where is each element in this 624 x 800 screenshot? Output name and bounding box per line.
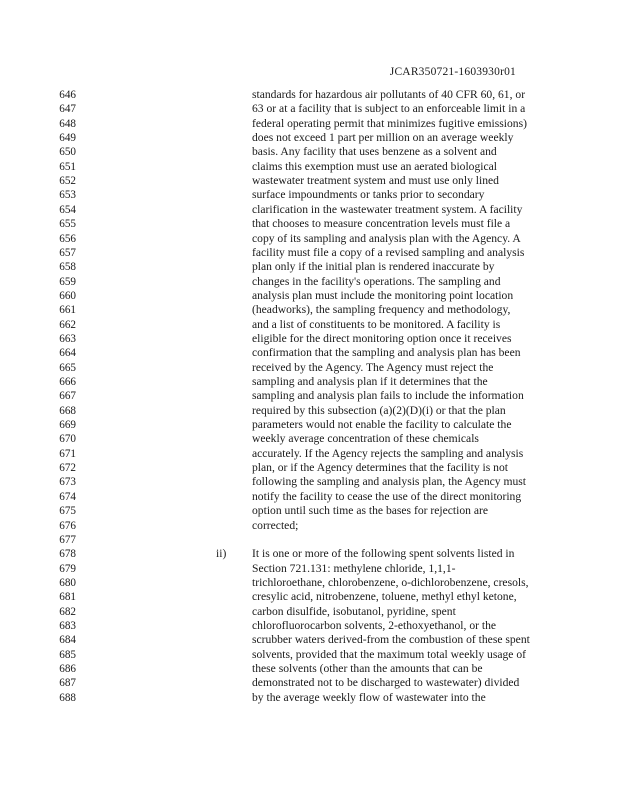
document-line (0, 418, 624, 432)
line-number: 688 (59, 691, 76, 704)
document-line (0, 404, 624, 418)
line-number: 671 (59, 447, 76, 460)
document-line (0, 303, 624, 317)
document-line (0, 691, 624, 705)
line-text: solvents, provided that the maximum total weekly usage of (252, 647, 527, 661)
line-number: 680 (59, 576, 76, 589)
line-text: received by the Agency. The Agency must reject the (252, 360, 494, 374)
document-line (0, 232, 624, 246)
document-line (0, 447, 624, 461)
document-line (0, 562, 624, 576)
line-number: 678 (59, 548, 76, 561)
line-text: chlorofluorocarbon solvents, 2-ethoxyethanol, or the (252, 618, 497, 632)
line-number: 657 (59, 246, 76, 259)
document-line (0, 461, 624, 475)
document-line (0, 131, 624, 145)
document-line (0, 475, 624, 489)
line-number: 661 (59, 304, 76, 317)
line-number: 653 (59, 189, 76, 202)
line-text: required by this subsection (a)(2)(D)(i) or that the plan (252, 403, 506, 417)
document-line (0, 188, 624, 202)
document-id: JCAR350721-1603930r01 (389, 66, 516, 78)
line-text: It is one or more of the following spent solvents listed in (252, 547, 515, 561)
document-line (0, 102, 624, 116)
line-text: carbon disulfide, isobutanol, pyridine, spent (252, 604, 456, 618)
line-text: claims this exemption must use an aerated biological (252, 159, 498, 173)
line-text: scrubber waters derived-from the combustion of these spent (252, 633, 530, 647)
line-text: trichloroethane, chlorobenzene, o-dichlorobenzene, cresols, (252, 575, 529, 589)
line-text: Section 721.131: methylene chloride, 1,1,1- (252, 561, 456, 575)
document-line (0, 490, 624, 504)
line-number: 667 (59, 390, 76, 403)
line-text: weekly average concentration of these chemicals (252, 432, 479, 446)
document-line (0, 533, 624, 547)
line-number: 681 (59, 591, 76, 604)
line-text: (headworks), the sampling frequency and methodology, (252, 303, 511, 317)
document-line (0, 289, 624, 303)
document-line (0, 260, 624, 274)
line-number: 658 (59, 261, 76, 274)
document-line (0, 576, 624, 590)
line-text: facility must file a copy of a revised sampling and analysis (252, 245, 525, 259)
line-number: 673 (59, 476, 76, 489)
line-number: 687 (59, 677, 76, 690)
list-marker: ii) (216, 547, 227, 561)
line-number: 665 (59, 361, 76, 374)
document-line (0, 676, 624, 690)
line-number: 675 (59, 505, 76, 518)
line-text: plan only if the initial plan is rendered inaccurate by (252, 260, 495, 274)
document-line (0, 332, 624, 346)
document-line (0, 346, 624, 360)
line-text: copy of its sampling and analysis plan with the Agency. A (252, 231, 521, 245)
line-number: 666 (59, 376, 76, 388)
line-text: standards for hazardous air pollutants of 40 CFR 60, 61, or (252, 88, 526, 101)
line-number: 662 (59, 318, 76, 331)
line-number: 655 (59, 218, 76, 231)
line-text: surface impoundments or tanks prior to secondary (252, 188, 485, 202)
document-line (0, 217, 624, 231)
document-line (0, 504, 624, 518)
line-number: 677 (59, 533, 76, 546)
line-text: cresylic acid, nitrobenzene, toluene, methyl ethyl ketone, (252, 590, 517, 604)
line-text: changes in the facility's operations. The sampling and (252, 274, 501, 288)
document-line (0, 174, 624, 188)
line-text: and a list of constituents to be monitored. A facility is (252, 317, 501, 331)
line-text: demonstrated not to be discharged to wastewater) divided (252, 676, 520, 690)
document-line (0, 432, 624, 446)
line-number: 674 (59, 490, 76, 503)
line-text: parameters would not enable the facility to calculate the (252, 418, 512, 432)
line-text: 63 or at a facility that is subject to an enforceable limit in a (252, 102, 526, 116)
line-number: 659 (59, 275, 76, 288)
line-number: 654 (59, 203, 76, 216)
line-text: option until such time as the bases for rejection are (252, 504, 488, 518)
document-line (0, 547, 624, 561)
line-number: 649 (59, 132, 76, 145)
line-number: 685 (59, 648, 76, 661)
line-number: 660 (59, 289, 76, 302)
document-line (0, 117, 624, 131)
document-line (0, 375, 624, 389)
line-number: 647 (59, 103, 76, 116)
line-text: by the average weekly flow of wastewater into the (252, 690, 486, 704)
line-text: eligible for the direct monitoring option once it receives (252, 331, 512, 345)
document-line (0, 633, 624, 647)
document-line (0, 389, 624, 403)
line-text: corrected; (252, 518, 299, 532)
line-text: notify the facility to cease the use of the direct monitoring (252, 489, 522, 503)
document-line (0, 318, 624, 332)
document-line (0, 648, 624, 662)
document-line (0, 662, 624, 676)
document-line (0, 145, 624, 159)
line-number: 652 (59, 175, 76, 188)
line-text: accurately. If the Agency rejects the sampling and analysis (252, 446, 524, 460)
document-line (0, 275, 624, 289)
line-number: 648 (59, 117, 76, 130)
line-number: 650 (59, 146, 76, 159)
line-number: 676 (59, 519, 76, 532)
line-number: 646 (59, 89, 76, 101)
document-line (0, 605, 624, 619)
line-number: 663 (59, 332, 76, 345)
line-number: 672 (59, 462, 76, 475)
line-text: plan, or if the Agency determines that the facility is not (252, 461, 508, 475)
line-text: wastewater treatment system and must use only lined (252, 174, 499, 188)
line-text: these solvents (other than the amounts that can be (252, 662, 483, 675)
line-text: federal operating permit that minimizes fugitive emissions) (252, 116, 527, 130)
document-line (0, 519, 624, 533)
line-number: 668 (59, 404, 76, 417)
document-line (0, 619, 624, 633)
line-text: sampling and analysis plan fails to include the information (252, 389, 524, 403)
line-number: 656 (59, 232, 76, 245)
line-number: 669 (59, 419, 76, 432)
line-number: 670 (59, 433, 76, 446)
document-line (0, 361, 624, 375)
line-text: confirmation that the sampling and analysis plan has been (252, 346, 521, 360)
line-text: does not exceed 1 part per million on an average weekly (252, 131, 514, 145)
line-text: basis. Any facility that uses benzene as a solvent and (252, 145, 497, 159)
line-number: 683 (59, 619, 76, 632)
line-number: 682 (59, 605, 76, 618)
document-line (0, 590, 624, 604)
line-text: analysis plan must include the monitoring point location (252, 288, 514, 302)
line-text: sampling and analysis plan if it determines that the (252, 375, 488, 388)
line-text: that chooses to measure concentration levels must file a (252, 217, 511, 231)
document-line (0, 88, 624, 102)
line-number: 684 (59, 634, 76, 647)
line-number: 651 (59, 160, 76, 173)
document-line (0, 160, 624, 174)
line-number: 664 (59, 347, 76, 360)
line-text: following the sampling and analysis plan, the Agency must (252, 475, 527, 489)
line-number: 686 (59, 663, 76, 675)
line-text: clarification in the wastewater treatment system. A facility (252, 202, 523, 216)
line-number: 679 (59, 562, 76, 575)
document-line (0, 246, 624, 260)
document-line (0, 203, 624, 217)
